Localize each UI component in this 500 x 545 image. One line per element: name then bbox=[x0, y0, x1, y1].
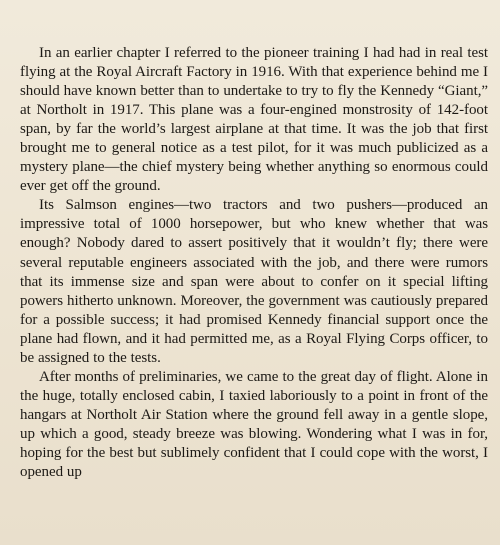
paragraph-2: Its Salmson engines—two tractors and two pushers—produced an impressive total of 1000 horsepower, but who knew whether that was enough? Nobody dared to assert positively that it wouldn’t fly; there were several reputable engineers associated with the job, and there were rumors that its immense size and span were about to confer on it special lifting powers hitherto unknown. Moreover, the government was cautiously prepared for a possible success; it had promised Kennedy financial support once the plane had flown, and it had permitted me, as a Royal Flying Corps officer, to be assigned to the tests. bbox=[20, 197, 488, 366]
paragraph-1: In an earlier chapter I referred to the pioneer training I had had in real test flying at the Royal Aircraft Factory in 1916. With that experience behind me I should have known better than to undertake to try to fly the Kennedy “Giant,” at Northolt in 1917. This plane was a four-engined monstrosity of 142-foot span, by far the world’s largest airplane at that time. It was the job that first brought me to general notice as a test pilot, for it was much publicized as a mystery plane—the chief mystery being whether anything so enormous could ever get off the ground. bbox=[20, 45, 488, 195]
paragraph-3: After months of preliminaries, we came to the great day of flight. Alone in the huge, totally enclosed cabin, I taxied laboriously to a point in front of the hangars at Northolt Air Station where the ground fell away in a gentle slope, up which a good, steady breeze was blowing. Wondering what I was in for, hoping for the best but sublimely confident that I could cope with the worst, I opened up bbox=[20, 368, 488, 481]
